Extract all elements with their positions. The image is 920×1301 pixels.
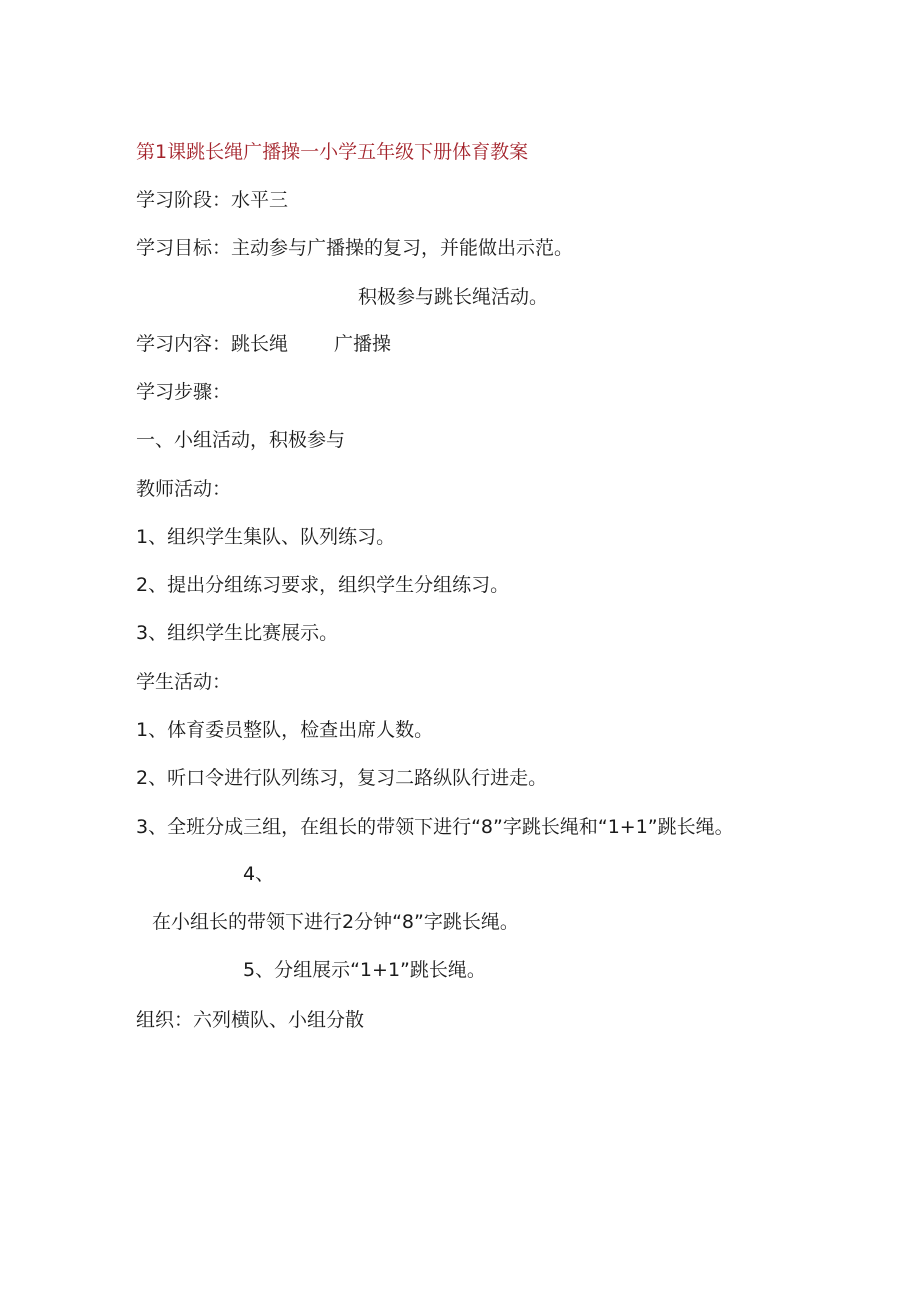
student-item-5: 5、分组展示“1+1”跳长绳。 — [243, 959, 486, 981]
learning-goal-line-1: 学习目标：主动参与广播操的复习，并能做出示范。 — [136, 237, 574, 259]
teacher-item: 1、组织学生集队、队列练习。 — [136, 526, 396, 548]
teacher-item: 3、组织学生比赛展示。 — [136, 622, 339, 644]
learning-content-item-2: 广播操 — [334, 333, 392, 355]
learning-content-label: 学习内容：跳长绳 — [136, 333, 289, 355]
student-item: 2、听口令进行队列练习，复习二路纵队行进走。 — [136, 767, 548, 789]
section-1-heading: 一、小组活动，积极参与 — [136, 429, 346, 451]
student-item: 3、全班分成三组，在组长的带领下进行“8”字跳长绳和“1+1”跳长绳。 — [136, 816, 734, 838]
learning-goal-line-2: 积极参与跳长绳活动。 — [358, 286, 549, 308]
student-item-4-number: 4、 — [243, 863, 275, 885]
student-item-4-text: 在小组长的带领下进行2分钟“8”字跳长绳。 — [152, 911, 519, 933]
document-title: 第1课跳长绳广播操一小学五年级下册体育教案 — [136, 141, 529, 163]
teacher-item: 2、提出分组练习要求，组织学生分组练习。 — [136, 574, 510, 596]
student-activity-heading: 学生活动： — [136, 671, 232, 693]
student-item: 1、体育委员整队，检查出席人数。 — [136, 719, 434, 741]
learning-stage: 学习阶段：水平三 — [136, 189, 289, 211]
organization-line: 组织：六列横队、小组分散 — [136, 1009, 365, 1031]
teacher-activity-heading: 教师活动： — [136, 478, 232, 500]
steps-heading: 学习步骤： — [136, 381, 232, 403]
learning-content — [136, 332, 391, 356]
